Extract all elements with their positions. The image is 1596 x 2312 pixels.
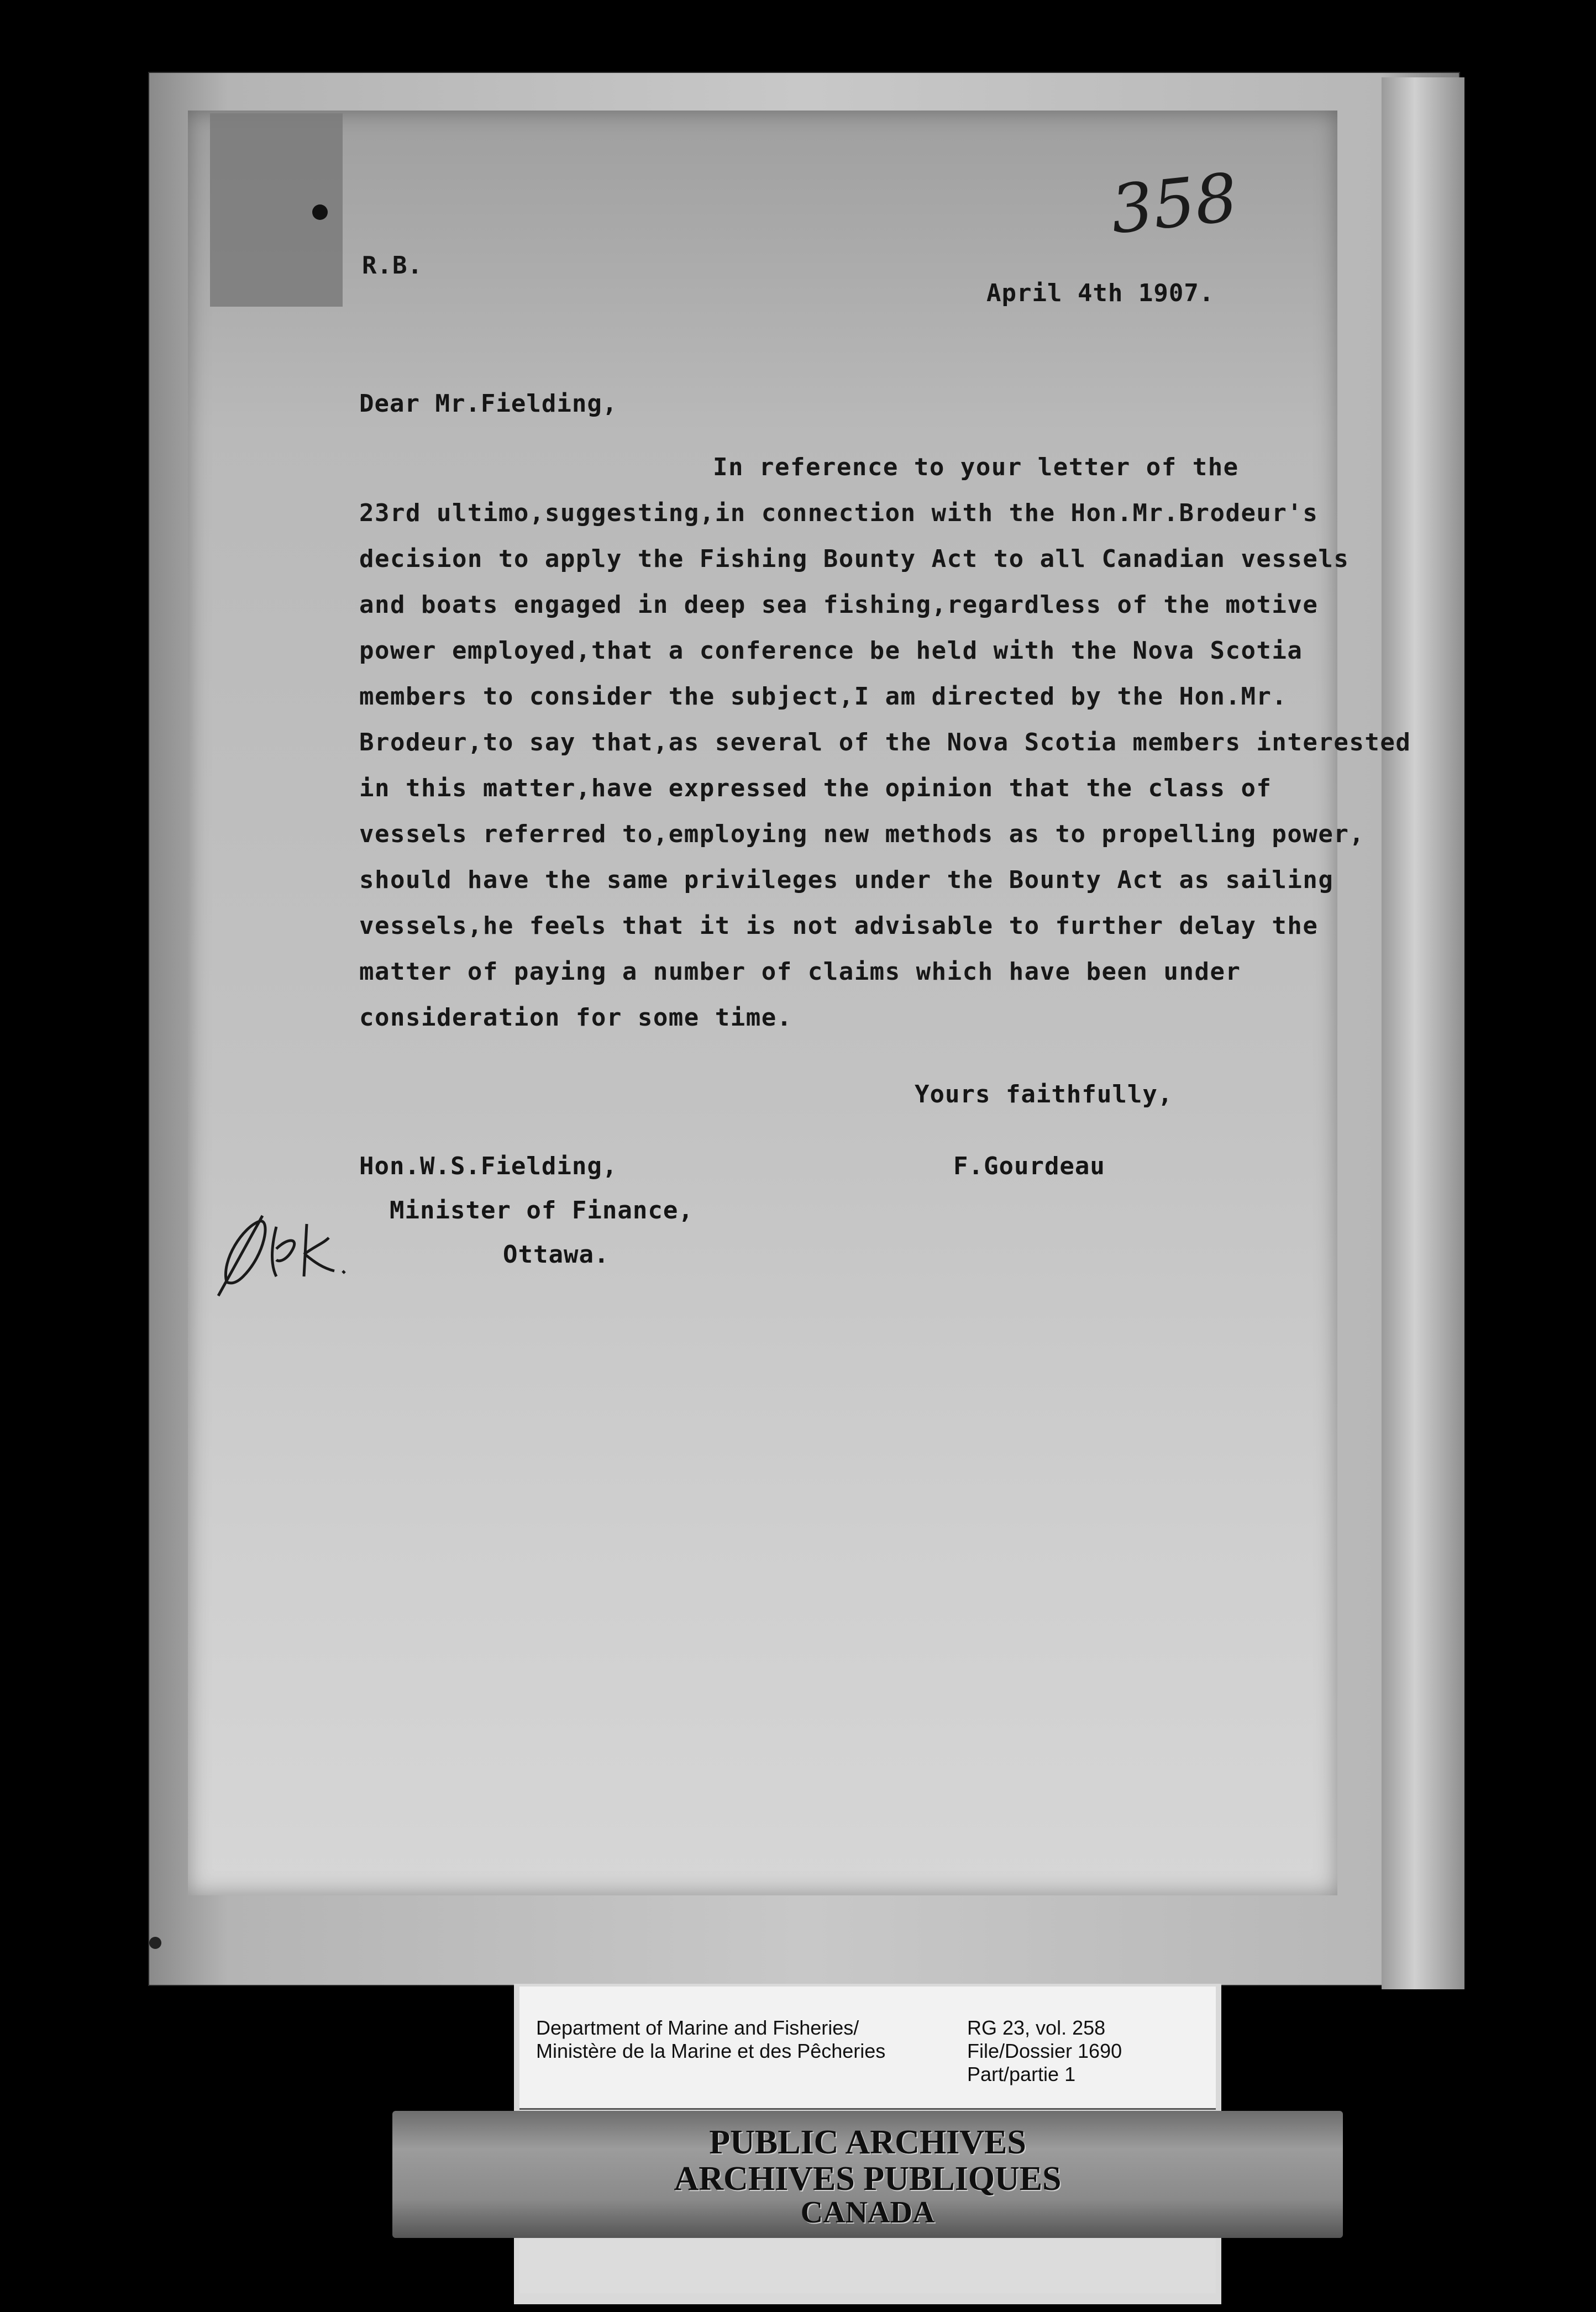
body-line: members to consider the subject,I am directed by the Hon.Mr. [359,682,1288,711]
body-line: in this matter,have expressed the opinion that the class of [359,774,1272,802]
body-line: should have the same privileges under the Bounty Act as sailing [359,866,1334,894]
recipient-name: Hon.W.S.Fielding, [359,1152,618,1180]
body-line: and boats engaged in deep sea fishing,regardless of the motive [359,591,1319,619]
body-line: consideration for some time. [359,1003,792,1032]
body-line: 23rd ultimo,suggesting,in connection with the Hon.Mr.Brodeur's [359,499,1319,527]
backing-sheet-edge [1382,77,1464,1989]
stamp-line-1: PUBLIC ARCHIVES [709,2124,1026,2161]
body-line: vessels,he feels that it is not advisable to further delay the [359,912,1319,940]
handwritten-page-number: 358 [1107,159,1241,249]
body-line: power employed,that a conference be held with the Nova Scotia [359,637,1303,665]
reference-initials: R.B. [362,251,423,280]
body-line: Brodeur,to say that,as several of the Nova Scotia members interested [359,728,1411,756]
archive-label-bottom [519,2238,1216,2293]
signature: F.Gourdeau [953,1152,1105,1180]
closing: Yours faithfully, [915,1080,1173,1108]
department-fr: Ministère de la Marine et des Pêcheries [536,2040,886,2062]
recipient-city: Ottawa. [503,1241,610,1269]
file-number: File/Dossier 1690 [967,2040,1122,2062]
letter-page [188,111,1337,1895]
archive-stamp [392,2111,1343,2238]
punch-mark [149,1937,161,1949]
body-line: decision to apply the Fishing Bounty Act to all Canadian vessels [359,545,1350,573]
body-line: vessels referred to,employing new methods as to propelling power, [359,820,1365,848]
archive-label-card [519,1987,1216,2110]
body-line: In reference to your letter of the [713,453,1239,481]
salutation: Dear Mr.Fielding, [359,390,618,418]
recipient-title: Minister of Finance, [390,1196,694,1225]
record-group: RG 23, vol. 258 [967,2016,1106,2039]
stamp-line-3: CANADA [800,2195,935,2230]
handwritten-initials [210,1194,354,1304]
body-line: matter of paying a number of claims which have been under [359,958,1241,986]
stamp-line-2: ARCHIVES PUBLIQUES [674,2160,1062,2198]
part-number: Part/partie 1 [967,2063,1076,2085]
punch-hole [312,204,328,220]
department-en: Department of Marine and Fisheries/ [536,2016,859,2039]
letter-date: April 4th 1907. [986,279,1215,307]
